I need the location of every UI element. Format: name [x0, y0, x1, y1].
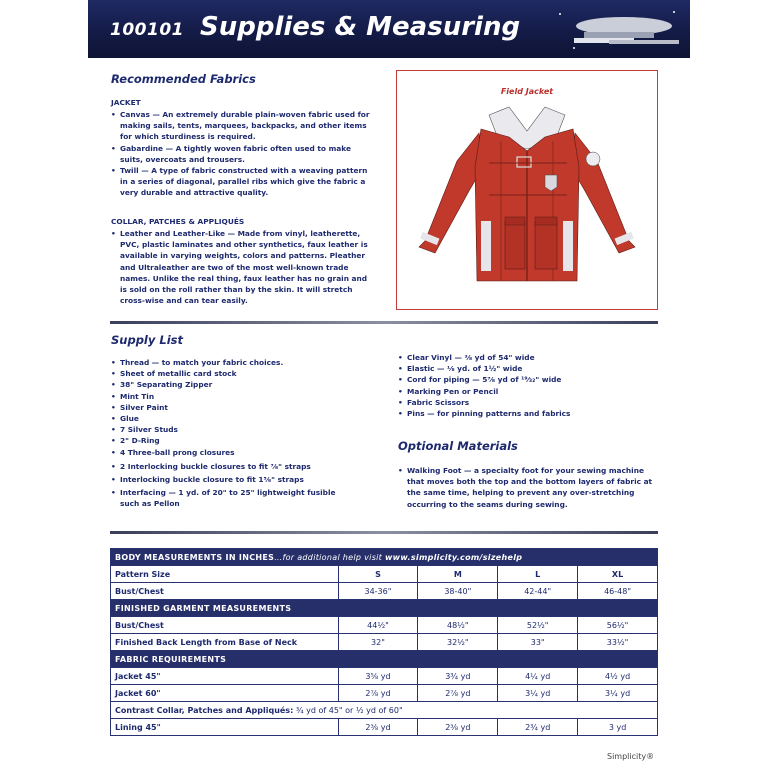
size-cell: M — [418, 566, 498, 583]
size-cell: L — [498, 566, 578, 583]
table-cell: 48½" — [418, 617, 498, 634]
table-cell: 32½" — [418, 634, 498, 651]
body-measurements-heading: BODY MEASUREMENTS IN INCHES — [115, 552, 275, 562]
figure-caption: Field Jacket — [500, 87, 554, 96]
table-row — [111, 668, 658, 685]
jacket-illustration — [397, 71, 657, 309]
supply-item: • Silver Paint — [111, 402, 341, 413]
table-cell: 2³⁄₈ yd — [418, 719, 498, 736]
brand-logo: Simplicity® — [607, 752, 655, 761]
table-row — [111, 702, 658, 719]
row-label: Finished Back Length from Base of Neck — [111, 634, 339, 651]
supply-item: • Fabric Scissors — [398, 397, 648, 408]
table-cell: 3⅝ yd — [338, 668, 418, 685]
row-label: Bust/Chest — [111, 583, 339, 600]
contrast-value: ¾ yd of 45" or ½ yd of 60" — [293, 705, 403, 715]
fabric-item: • Twill — A type of fabric constructed with a weaving pattern in a series of diagonal, parallel ribs which give the fabric a very durable and attractive quality. — [111, 165, 373, 199]
fabric-item: • Canvas — An extremely durable plain-woven fabric used for making sails, tents, marquees, backpacks, and other items for which sturdiness is required. — [111, 109, 373, 143]
supply-item: • 38" Separating Zipper — [111, 379, 341, 390]
size-help-link[interactable]: www.simplicity.com/sizehelp — [384, 552, 523, 562]
collar-subheading: COLLAR, PATCHES & APPLIQUÉS — [111, 217, 245, 226]
table-section-header — [111, 600, 658, 617]
row-label: Pattern Size — [111, 566, 339, 583]
recommended-fabrics-title: Recommended Fabrics — [111, 72, 256, 86]
supply-item: • Pins — for pinning patterns and fabrics — [398, 408, 648, 419]
finished-measurements-heading: FINISHED GARMENT MEASUREMENTS — [111, 600, 658, 617]
collar-fabric-list — [111, 228, 373, 306]
row-label: Jacket 45" — [111, 668, 339, 685]
optional-materials-title: Optional Materials — [398, 439, 518, 453]
table-row — [111, 634, 658, 651]
fabric-item: • Leather and Leather-Like — Made from vinyl, leatherette, PVC, plastic laminates and other synthetics, faux leather is available in varying weights, colors and patterns. Pleather and Ultraleather are two of the most well-known trade names. Unlike the real thing, faux leather has no grain and is sold on the roll rather than by the skin. It will stretch cross-wise and can tear easily. — [111, 228, 373, 306]
pattern-code: 100101 — [110, 20, 184, 40]
table-cell: 32" — [338, 634, 418, 651]
header-banner — [88, 0, 690, 58]
supply-item: • 2" D-Ring — [111, 435, 341, 446]
supply-item: • Clear Vinyl — ⅜ yd of 54" wide — [398, 352, 648, 363]
table-cell: 42-44" — [498, 583, 578, 600]
row-label: Jacket 60" — [111, 685, 339, 702]
optional-materials-list — [398, 465, 658, 510]
table-cell: 56½" — [578, 617, 658, 634]
table-cell: 33" — [498, 634, 578, 651]
table-row — [111, 583, 658, 600]
table-cell: 44½" — [338, 617, 418, 634]
supply-item: • Marking Pen or Pencil — [398, 386, 648, 397]
table-cell: 3¾ yd — [418, 668, 498, 685]
supply-list-right — [398, 352, 648, 419]
row-label: Contrast Collar, Patches and Appliqués: — [115, 705, 294, 715]
jacket-fabric-list — [111, 109, 373, 199]
supply-item: • Thread — to match your fabric choices. — [111, 357, 341, 368]
supply-item: • Mint Tin — [111, 391, 341, 402]
help-text: …for additional help visit — [274, 552, 385, 562]
size-cell: S — [338, 566, 418, 583]
table-cell: 2⁷⁄₈ yd — [418, 685, 498, 702]
size-cell: XL — [578, 566, 658, 583]
table-cell: 2³⁄₈ yd — [338, 719, 418, 736]
field-jacket-figure — [396, 70, 658, 310]
fabric-requirements-heading: FABRIC REQUIREMENTS — [111, 651, 658, 668]
table-cell: 46-48" — [578, 583, 658, 600]
table-cell: 4¼ yd — [498, 668, 578, 685]
table-section-header — [111, 651, 658, 668]
supply-item: • 7 Silver Studs — [111, 424, 341, 435]
supply-item: • Sheet of metallic card stock — [111, 368, 341, 379]
table-row — [111, 719, 658, 736]
table-row — [111, 617, 658, 634]
supply-list-left — [111, 357, 341, 510]
measurements-table — [110, 548, 658, 736]
row-label: Bust/Chest — [111, 617, 339, 634]
table-cell: 33½" — [578, 634, 658, 651]
table-section-header — [111, 549, 658, 566]
fabric-item: • Gabardine — A tightly woven fabric often used to make suits, overcoats and trousers. — [111, 143, 373, 165]
supply-item: • Elastic — ⅛ yd. of 1½" wide — [398, 363, 648, 374]
supply-item: • Interfacing — 1 yd. of 20" to 25" lightweight fusible such as Pellon — [111, 487, 341, 509]
jacket-subheading: JACKET — [111, 98, 141, 107]
table-cell: 34-36" — [338, 583, 418, 600]
table-cell: 2¾ yd — [498, 719, 578, 736]
table-row — [111, 685, 658, 702]
supply-item: • Glue — [111, 413, 341, 424]
supply-item: • 2 Interlocking buckle closures to fit ⅞" straps — [111, 461, 341, 472]
supply-item: • Interlocking buckle closure to fit 1⅝" straps — [111, 474, 341, 485]
table-row — [111, 566, 658, 583]
supply-item: • 4 Three-ball prong closures — [111, 447, 341, 458]
optional-item: • Walking Foot — a specialty foot for your sewing machine that moves both the top and the bottom layers of fabric at the same time, helping to prevent any over-stretching occurring to the seams during sewing. — [398, 465, 658, 510]
page-title: Supplies & Measuring — [200, 12, 521, 42]
section-divider — [110, 321, 658, 324]
starship-image — [554, 4, 684, 54]
section-divider — [110, 531, 658, 534]
table-cell: 3¼ yd — [498, 685, 578, 702]
row-label: Lining 45" — [111, 719, 339, 736]
table-cell: 52½" — [498, 617, 578, 634]
supply-list-title: Supply List — [111, 333, 183, 347]
table-cell: 2⁷⁄₈ yd — [338, 685, 418, 702]
table-cell: 3¼ yd — [578, 685, 658, 702]
table-cell: 38-40" — [418, 583, 498, 600]
table-cell: 3 yd — [578, 719, 658, 736]
supply-item: • Cord for piping — 5⅞ yd of ¹⁹⁄₃₂" wide — [398, 374, 648, 385]
table-cell: 4½ yd — [578, 668, 658, 685]
